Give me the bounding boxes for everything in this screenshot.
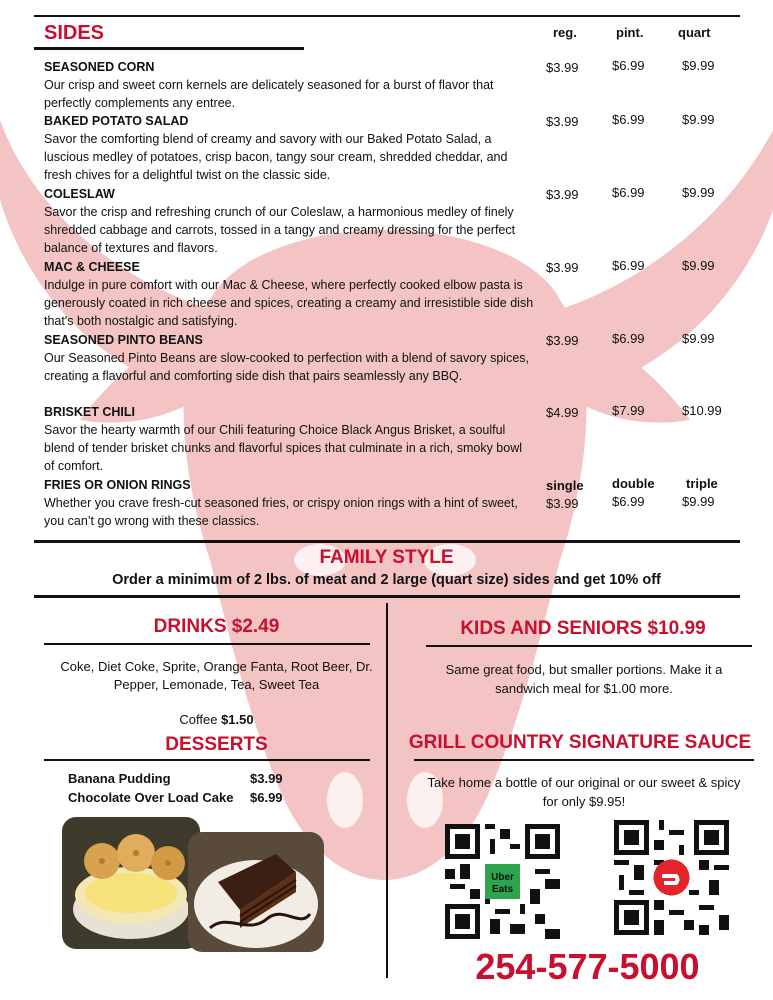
- price-pint: $6.99: [612, 258, 645, 273]
- chocolate-cake-photo: [188, 832, 324, 952]
- price-pint: $6.99: [612, 331, 645, 346]
- sauce-underline: [414, 759, 754, 761]
- family-bottom-rule: [34, 595, 740, 598]
- side-item-desc: Savor the comforting blend of creamy and savory with our Baked Potato Salad, a luscious medley of potatoes, crisp bacon, tangy sour cream, shredded cheddar, and fresh chives for a delightful twist on the classic side.: [44, 132, 508, 182]
- family-style-note: Order a minimum of 2 lbs. of meat and 2 large (quart size) sides and get 10% off: [112, 572, 661, 588]
- side-item-desc: Whether you crave fresh-cut seasoned fries, or crispy onion rings with a hint of sweet, you can’t go wrong with these classics.: [44, 496, 518, 528]
- coffee-price: $1.50: [221, 712, 254, 727]
- coffee-line: [44, 712, 389, 727]
- desserts-underline: [44, 759, 370, 761]
- side-item-desc: Our Seasoned Pinto Beans are slow-cooked to perfection with a blend of savory spices, creating a flavorful and comforting side dish that pairs seamlessly any BBQ.: [44, 351, 529, 383]
- side-item-name: FRIES OR ONION RINGS: [44, 478, 191, 492]
- price-quart: $10.99: [682, 403, 722, 418]
- phone-number[interactable]: 254-577-5000: [475, 946, 700, 987]
- side-item-name: COLESLAW: [44, 187, 115, 201]
- family-style-title: FAMILY STYLE: [319, 547, 454, 568]
- desserts-title: DESSERTS: [165, 734, 268, 755]
- price-pint: $6.99: [612, 185, 645, 200]
- drinks-underline: [44, 643, 370, 645]
- dessert-price: $6.99: [250, 790, 283, 805]
- price-reg: $4.99: [546, 405, 579, 420]
- side-item-desc: Our crisp and sweet corn kernels are delicately seasoned for a burst of flavor that perfectly complements any entree.: [44, 78, 494, 110]
- price-quart: $9.99: [682, 331, 715, 346]
- col-quart-header: quart: [678, 25, 711, 40]
- sides-title: SIDES: [44, 22, 105, 44]
- price-double: $6.99: [612, 494, 645, 509]
- price-reg: $3.99: [546, 114, 579, 129]
- price-pint: $6.99: [612, 112, 645, 127]
- side-item: [44, 185, 534, 257]
- uber-eats-qr-code[interactable]: [445, 824, 560, 939]
- uber-badge-text-1: Uber: [491, 872, 514, 883]
- dessert-price: $3.99: [250, 771, 283, 786]
- col-pint-header: pint.: [616, 25, 644, 40]
- price-quart: $9.99: [682, 258, 715, 273]
- side-item: [44, 112, 534, 184]
- side-item-name: SEASONED CORN: [44, 60, 155, 74]
- coffee-label: Coffee: [179, 712, 218, 727]
- side-item-desc: Indulge in pure comfort with our Mac & Cheese, where perfectly cooked elbow pasta is generously coated in rich cheese and spices, creating a creamy and irresistible side dish that's both nostalgic and satisfying.: [44, 278, 534, 328]
- kids-underline: [426, 645, 752, 647]
- col-reg-header: reg.: [553, 25, 577, 40]
- price-triple: $9.99: [682, 494, 715, 509]
- price-reg: $3.99: [546, 60, 579, 75]
- price-pint: $6.99: [612, 58, 645, 73]
- side-item: [44, 403, 534, 475]
- side-item: [44, 258, 534, 330]
- side-item: [44, 58, 534, 112]
- sides-bottom-rule: [34, 540, 740, 543]
- signature-sauce-title: GRILL COUNTRY SIGNATURE SAUCE: [408, 732, 752, 753]
- price-quart: $9.99: [682, 185, 715, 200]
- side-item-name: SEASONED PINTO BEANS: [44, 333, 203, 347]
- price-reg: $3.99: [546, 187, 579, 202]
- price-reg: $3.99: [546, 333, 579, 348]
- uber-badge-text-2: Eats: [491, 884, 514, 895]
- banana-pudding-photo: [62, 817, 200, 949]
- col-single-header: single: [546, 478, 584, 493]
- side-item-name: BAKED POTATO SALAD: [44, 114, 189, 128]
- dessert-name: Chocolate Over Load Cake: [68, 790, 234, 805]
- side-item-name: BRISKET CHILI: [44, 405, 135, 419]
- price-pint: $7.99: [612, 403, 645, 418]
- price-quart: $9.99: [682, 58, 715, 73]
- drinks-list: Coke, Diet Coke, Sprite, Orange Fanta, Root Beer, Dr. Pepper, Lemonade, Tea, Sweet Tea: [60, 659, 373, 692]
- kids-seniors-text: Same great food, but smaller portions. Make it a sandwich meal for $1.00 more.: [445, 662, 723, 696]
- side-item-name: MAC & CHEESE: [44, 260, 140, 274]
- sides-underline: [34, 47, 304, 50]
- top-rule: [34, 15, 740, 17]
- col-double-header: double: [612, 476, 655, 491]
- side-item-desc: Savor the crisp and refreshing crunch of our Coleslaw, a harmonious medley of finely shredded cabbage and carrots, tossed in a tangy and creamy dressing for the perfect balance of textures and flavors.: [44, 205, 516, 255]
- kids-seniors-title: KIDS AND SENIORS $10.99: [460, 618, 706, 639]
- price-reg: $3.99: [546, 260, 579, 275]
- col-triple-header: triple: [686, 476, 718, 491]
- side-item-desc: Savor the hearty warmth of our Chili featuring Choice Black Angus Brisket, a soulful blend of tender brisket chunks and flavorful spices that culminate in a rich, smoky bowl of comfort.: [44, 423, 523, 473]
- side-item: [44, 331, 534, 385]
- drinks-title: DRINKS $2.49: [153, 616, 280, 637]
- price-single: $3.99: [546, 496, 579, 511]
- price-quart: $9.99: [682, 112, 715, 127]
- doordash-qr-code[interactable]: [614, 820, 729, 935]
- side-item: [44, 476, 534, 530]
- signature-sauce-text: Take home a bottle of our original or our sweet & spicy for only $9.95!: [427, 775, 741, 809]
- dessert-name: Banana Pudding: [68, 771, 171, 786]
